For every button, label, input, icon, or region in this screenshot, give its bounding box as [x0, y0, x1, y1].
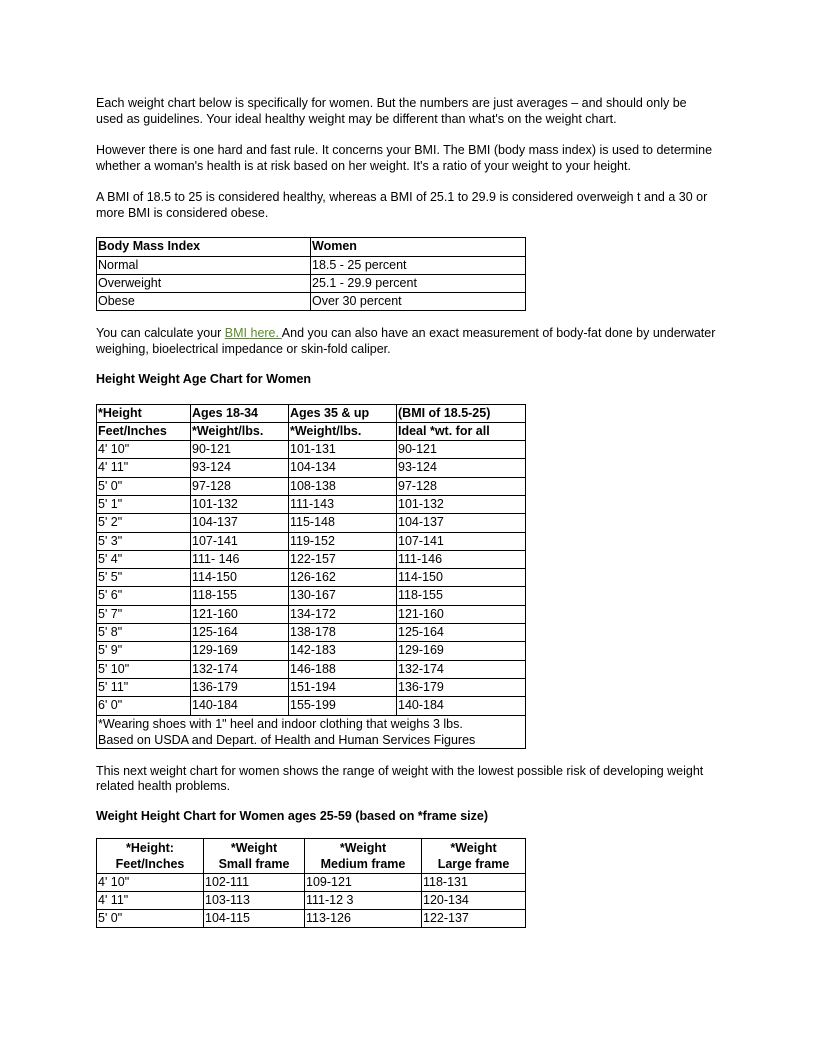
intro-paragraph-3: A BMI of 18.5 to 25 is considered healthy, whereas a BMI of 25.1 to 29.9 is considered overweigh t and a 30 or more BMI is considered obese.	[96, 190, 708, 220]
table-note-row	[97, 715, 526, 748]
table-cell: 129-169	[191, 642, 289, 660]
table-note	[97, 715, 526, 748]
table-cell: 5' 0"	[97, 477, 191, 495]
table-header-cell: *Weight/lbs.	[289, 422, 397, 440]
table-row	[97, 624, 526, 642]
table-cell: 93-124	[191, 459, 289, 477]
table-cell: 5' 0"	[97, 910, 204, 928]
table-cell: Normal	[97, 257, 311, 275]
table-header-row	[97, 422, 526, 440]
table-header-cell: *Weight/lbs.	[191, 422, 289, 440]
table-cell: 5' 4"	[97, 550, 191, 568]
table-cell: 5' 3"	[97, 532, 191, 550]
table-row	[97, 605, 526, 623]
table-cell: 4' 11"	[97, 459, 191, 477]
table-row	[97, 587, 526, 605]
table-cell: 97-128	[397, 477, 526, 495]
table-cell: 129-169	[397, 642, 526, 660]
table-row	[97, 678, 526, 696]
table-row	[97, 514, 526, 532]
table-cell: 134-172	[289, 605, 397, 623]
table-cell: 125-164	[397, 624, 526, 642]
table-header-cell	[422, 839, 526, 874]
table-cell: 107-141	[191, 532, 289, 550]
table-cell: 120-134	[422, 892, 526, 910]
table-cell: 146-188	[289, 660, 397, 678]
table-cell: 5' 10"	[97, 660, 191, 678]
table-row	[97, 293, 526, 311]
table-cell: 102-111	[204, 874, 305, 892]
header-line-2: Small frame	[218, 857, 290, 872]
intro-paragraph-1: Each weight chart below is specifically for women. But the numbers are just averages – and should only be used as guidelines. Your ideal healthy weight may be different than what's on the weight chart.	[96, 96, 687, 126]
table-cell: 111- 146	[191, 550, 289, 568]
table-cell: 111-143	[289, 495, 397, 513]
table-cell: 90-121	[191, 441, 289, 459]
table-cell: 113-126	[305, 910, 422, 928]
table-header-cell	[305, 839, 422, 874]
table-cell: 5' 11"	[97, 678, 191, 696]
table-cell: 6' 0"	[97, 697, 191, 715]
table-cell: 104-134	[289, 459, 397, 477]
table-cell: Overweight	[97, 275, 311, 293]
bmi-table	[96, 237, 526, 311]
table-cell: 4' 10"	[97, 874, 204, 892]
table-cell: 18.5 - 25 percent	[311, 257, 526, 275]
table-cell: 108-138	[289, 477, 397, 495]
table-header-cell: *Height	[97, 404, 191, 422]
table-cell: 114-150	[397, 569, 526, 587]
calc-text-after: And you can also have an exact measurement of body-fat done by underwater weighing, bioelectrical impedance or skin-fold caliper.	[96, 326, 716, 356]
table-cell: 118-131	[422, 874, 526, 892]
table-cell: 101-131	[289, 441, 397, 459]
table-cell: 5' 2"	[97, 514, 191, 532]
table-cell: 138-178	[289, 624, 397, 642]
table-row	[97, 569, 526, 587]
table-cell: Over 30 percent	[311, 293, 526, 311]
table-header-cell	[97, 839, 204, 874]
table-cell: 111-12 3	[305, 892, 422, 910]
table-cell: 5' 9"	[97, 642, 191, 660]
table-row	[97, 550, 526, 568]
table-row	[97, 642, 526, 660]
table-header-row	[97, 404, 526, 422]
header-line-2: Medium frame	[320, 857, 406, 872]
table-header-cell: Ideal *wt. for all	[397, 422, 526, 440]
table-cell: 5' 1"	[97, 495, 191, 513]
table-cell: 4' 10"	[97, 441, 191, 459]
table-cell: 5' 7"	[97, 605, 191, 623]
table-cell: 155-199	[289, 697, 397, 715]
table-row	[97, 892, 526, 910]
header-line-2: Large frame	[437, 857, 510, 872]
table-row	[97, 275, 526, 293]
header-line-1: *Weight	[450, 841, 497, 856]
note-line-2: Based on USDA and Depart. of Health and Human Services Figures	[98, 732, 476, 747]
table-cell: 140-184	[397, 697, 526, 715]
frame-size-table	[96, 838, 526, 928]
table-row	[97, 697, 526, 715]
calc-text-before: You can calculate your	[96, 326, 225, 340]
table-header-cell: Ages 18-34	[191, 404, 289, 422]
table-cell: 104-137	[191, 514, 289, 532]
table-cell: 132-174	[191, 660, 289, 678]
table-cell: 90-121	[397, 441, 526, 459]
table-row	[97, 459, 526, 477]
table-row	[97, 532, 526, 550]
bmi-header-index: Body Mass Index	[97, 238, 311, 257]
header-line-2: Feet/Inches	[115, 857, 185, 872]
intro-paragraph-2: However there is one hard and fast rule. It concerns your BMI. The BMI (body mass index) is used to determine whether a woman's health is at risk based on her weight. It's a ratio of your weight to your height.	[96, 143, 713, 173]
bmi-header-women: Women	[311, 238, 526, 257]
table-cell: 132-174	[397, 660, 526, 678]
bmi-calculator-link[interactable]: BMI here.	[224, 326, 282, 340]
table-row	[97, 441, 526, 459]
table-cell: Obese	[97, 293, 311, 311]
table-cell: 130-167	[289, 587, 397, 605]
table-cell: 151-194	[289, 678, 397, 696]
table-cell: 118-155	[397, 587, 526, 605]
table-cell: 109-121	[305, 874, 422, 892]
table-cell: 104-137	[397, 514, 526, 532]
table-cell: 121-160	[397, 605, 526, 623]
table-row	[97, 660, 526, 678]
table-cell: 122-137	[422, 910, 526, 928]
table-cell: 119-152	[289, 532, 397, 550]
table-row	[97, 874, 526, 892]
calc-paragraph	[96, 326, 716, 357]
header-line-1: *Height:	[126, 841, 174, 856]
table-cell: 111-146	[397, 550, 526, 568]
note-line-1: *Wearing shoes with 1" heel and indoor clothing that weighs 3 lbs.	[98, 716, 463, 731]
table-cell: 104-115	[204, 910, 305, 928]
next-chart-paragraph: This next weight chart for women shows the range of weight with the lowest possible risk of developing weight related health problems.	[96, 763, 704, 794]
table-header-cell: Ages 35 & up	[289, 404, 397, 422]
header-line-1: *Weight	[230, 841, 278, 856]
table-row	[97, 910, 526, 928]
header-line-1: *Weight	[339, 841, 387, 856]
table-row	[97, 477, 526, 495]
table-cell: 93-124	[397, 459, 526, 477]
table-cell: 101-132	[397, 495, 526, 513]
table-cell: 5' 6"	[97, 587, 191, 605]
table-cell: 118-155	[191, 587, 289, 605]
table-header-cell: Feet/Inches	[97, 422, 191, 440]
table-cell: 5' 8"	[97, 624, 191, 642]
table-cell: 136-179	[191, 678, 289, 696]
table-cell: 114-150	[191, 569, 289, 587]
table-cell: 115-148	[289, 514, 397, 532]
table-cell: 142-183	[289, 642, 397, 660]
table-cell: 126-162	[289, 569, 397, 587]
table-cell: 5' 5"	[97, 569, 191, 587]
table-row	[97, 257, 526, 275]
height-weight-age-table	[96, 404, 526, 749]
table-cell: 121-160	[191, 605, 289, 623]
age-table-body	[97, 441, 526, 715]
table-cell: 136-179	[397, 678, 526, 696]
frame-chart-heading: Weight Height Chart for Women ages 25-59 (based on *frame size)	[96, 808, 488, 823]
table-cell: 25.1 - 29.9 percent	[311, 275, 526, 293]
table-cell: 107-141	[397, 532, 526, 550]
table-cell: 97-128	[191, 477, 289, 495]
table-row	[97, 495, 526, 513]
table-header-cell: (BMI of 18.5-25)	[397, 404, 526, 422]
table-header-cell	[204, 839, 305, 874]
table-header-row	[97, 238, 526, 257]
table-cell: 103-113	[204, 892, 305, 910]
table-cell: 125-164	[191, 624, 289, 642]
table-header-row	[97, 839, 526, 874]
table-cell: 140-184	[191, 697, 289, 715]
table-cell: 122-157	[289, 550, 397, 568]
document-page	[96, 96, 716, 928]
age-chart-heading: Height Weight Age Chart for Women	[96, 372, 312, 386]
table-cell: 4' 11"	[97, 892, 204, 910]
table-cell: 101-132	[191, 495, 289, 513]
